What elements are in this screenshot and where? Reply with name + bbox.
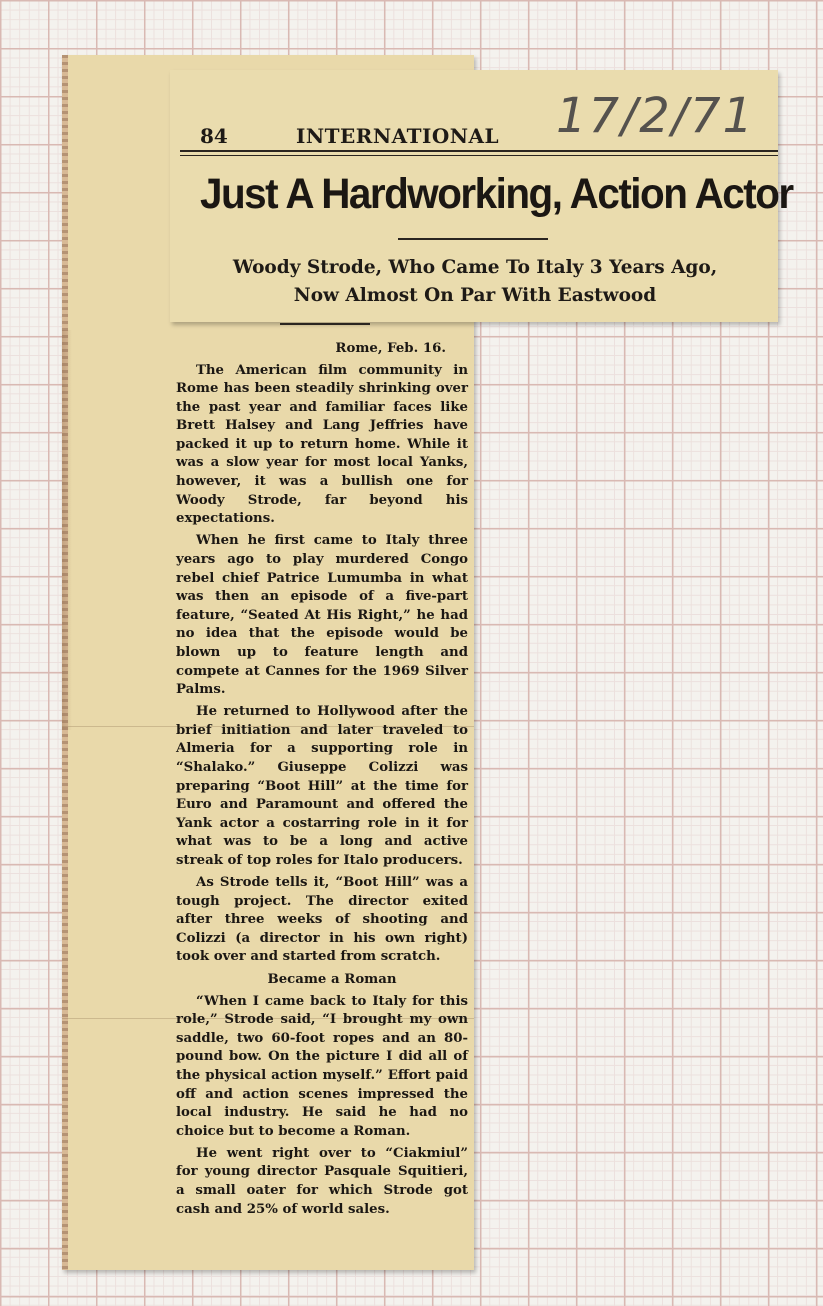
article-paragraph: The American film community in Rome has been steadily shrinking over the past year and familiar faces like Brett Halsey and Lang Jeffries have packed it up to return home. While it was a slow year for most local Yanks, however, it was a bullish one for Woody Strode, far beyond his expectations. <box>176 362 468 527</box>
header-rule <box>180 150 778 152</box>
article-body <box>176 340 468 1223</box>
article-subtitle: Became a Roman <box>267 971 397 987</box>
subhead-line-2: Now Almost On Par With Eastwood <box>293 285 657 306</box>
subhead-rule <box>280 323 370 325</box>
handwritten-date: 17/2/71 <box>556 88 756 144</box>
article-paragraph: “When I came back to Italy for this role,” Strode said, “I brought my own saddle, two 60-foot ropes and an 80-pound bow. On the picture I did all of the physical action myself.” Effort paid off and action scenes impressed the local industry. He said he had no choice but to become a Roman. <box>176 993 468 1139</box>
paper-fold <box>62 330 72 730</box>
headline-rule <box>398 238 548 240</box>
subhead-line-1: Woody Strode, Who Came To Italy 3 Years Ago, <box>232 257 718 278</box>
article-paragraph: He went right over to “Ciakmiul” for young director Pasquale Squitieri, a small oater for which Strode got cash and 25% of world sales. <box>176 1145 468 1217</box>
page-number: 84 <box>200 124 228 148</box>
subhead <box>195 254 755 310</box>
article-paragraph: As Strode tells it, “Boot Hill” was a tough project. The director exited after three weeks of shooting and Colizzi (a director in his own right) took over and started from scratch. <box>176 875 468 965</box>
headline: Just A Hardworking, Action Actor <box>200 170 793 218</box>
article-paragraph: When he first came to Italy three years ago to play murdered Congo rebel chief Patrice Lumumba in what was then an episode of a five-part feature, “Seated At His Right,” he had no idea that the episode would be blown up to feature length and compete at Cannes for the 1969 Silver Palms. <box>176 533 468 698</box>
dateline: Rome, Feb. 16. <box>335 341 446 356</box>
article-paragraph: He returned to Hollywood after the brief initiation and later traveled to Almeria for a supporting role in “Shalako.” Giuseppe Colizzi was preparing “Boot Hill” at the time for Euro and Paramount and offered the Yank actor a costarring role in it for what was to be a long and active streak of top roles for Italo producers. <box>176 704 468 868</box>
header-rule-thin <box>180 155 778 156</box>
section-title: INTERNATIONAL <box>296 124 500 148</box>
